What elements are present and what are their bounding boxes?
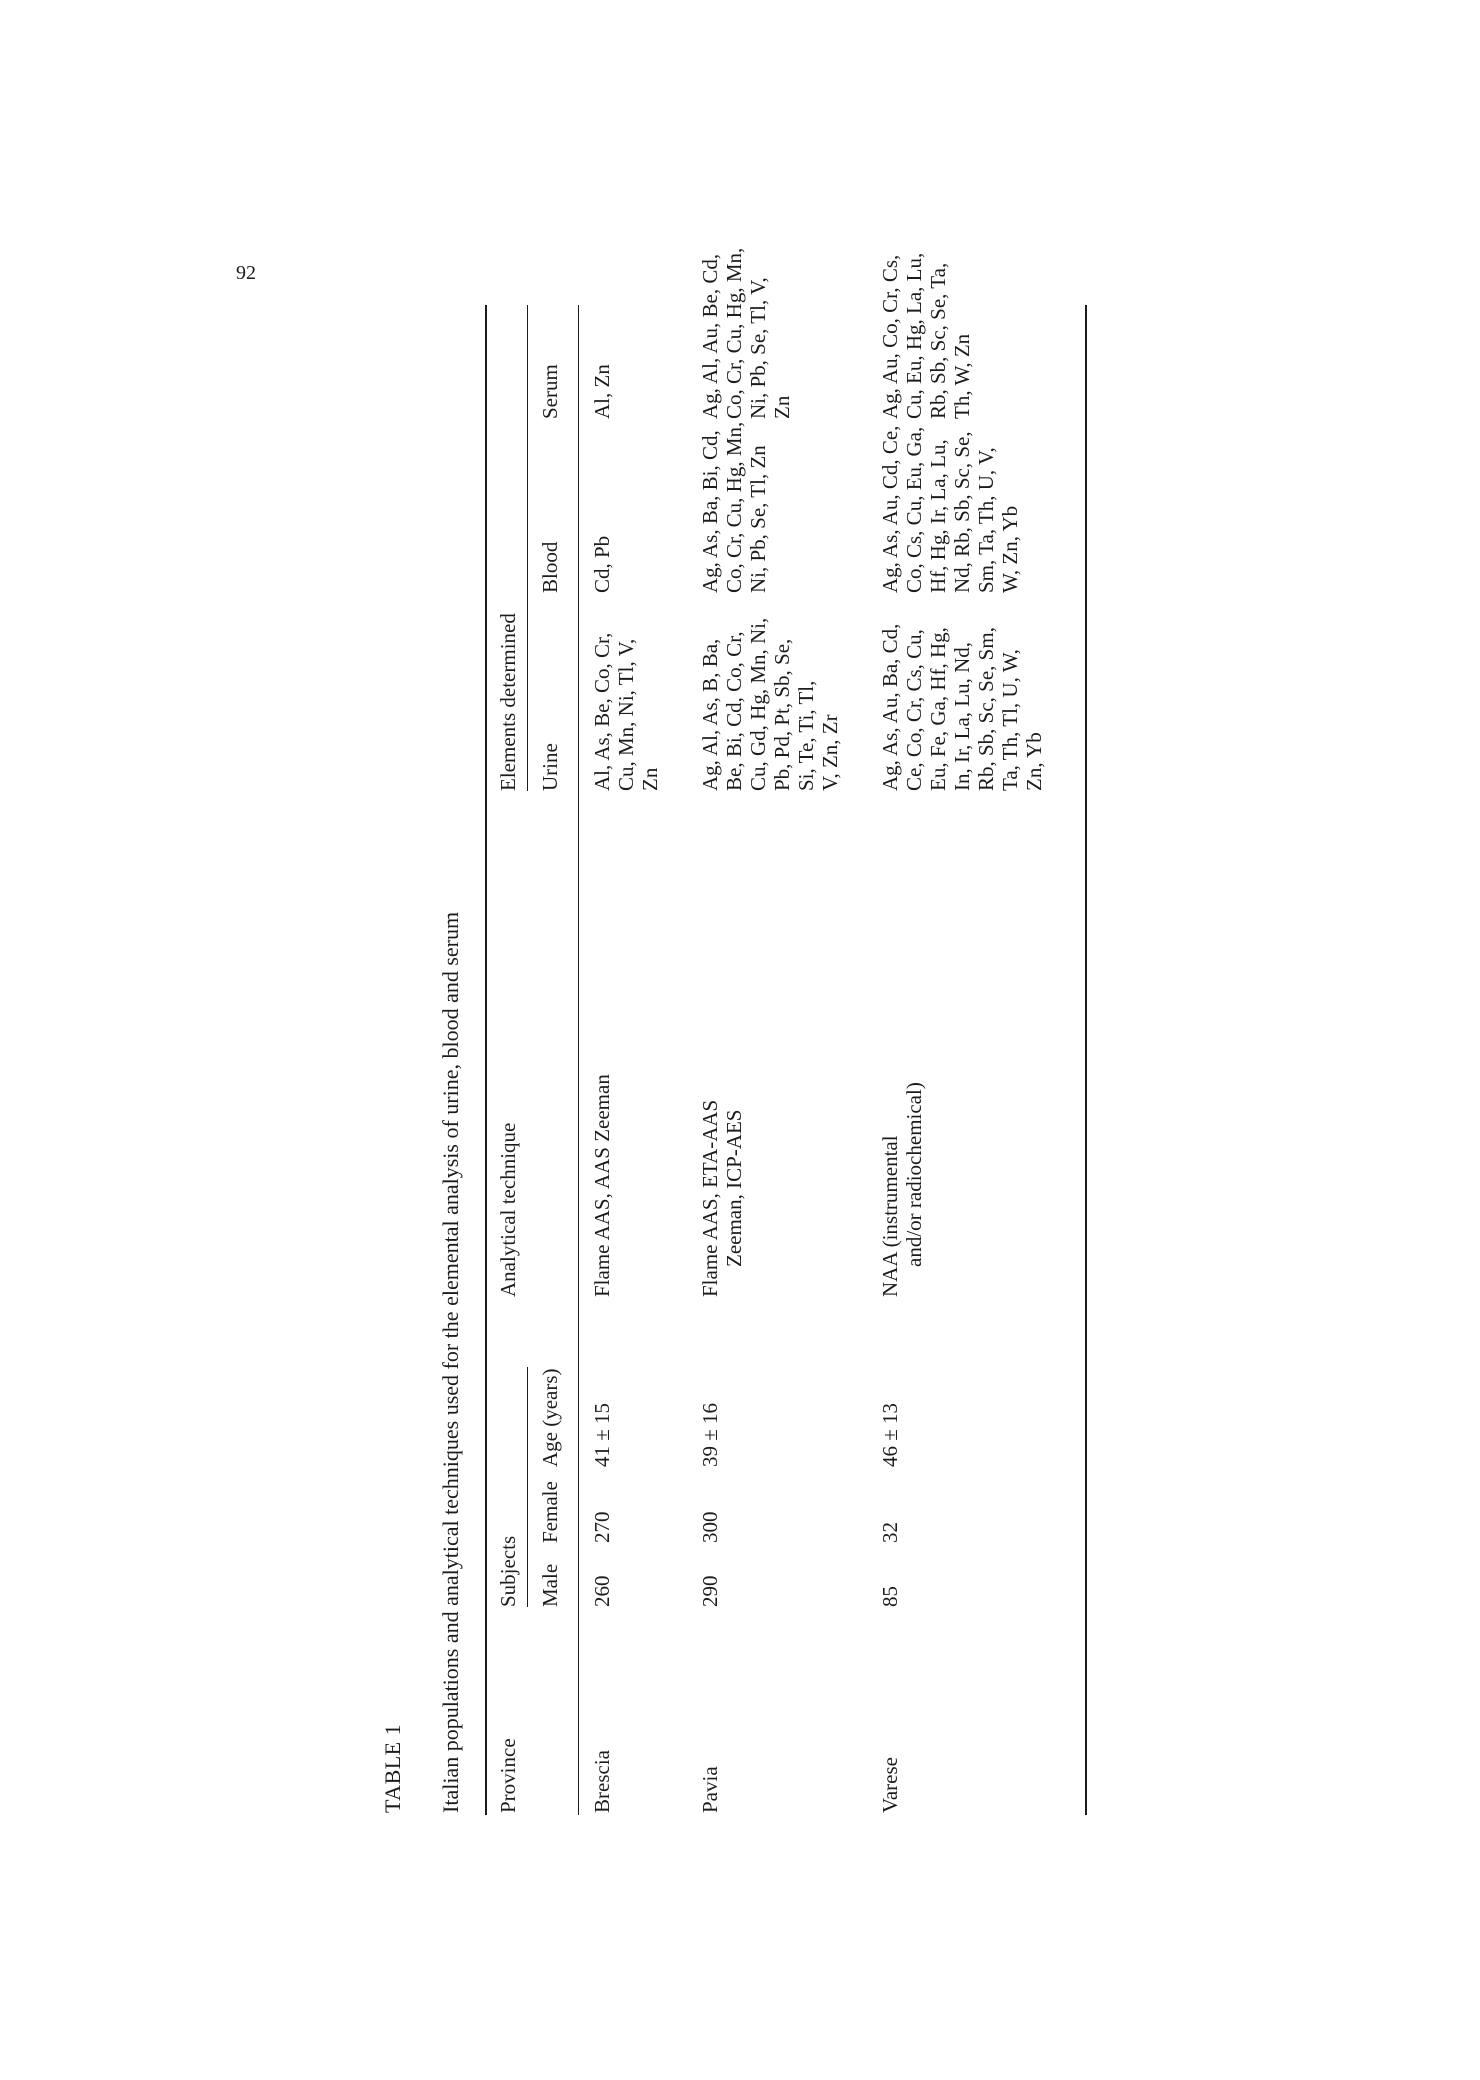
cell-age: 46 ± 13 [878, 1402, 902, 1467]
cell-urine [698, 618, 842, 791]
header-analytical-technique: Analytical technique [496, 1122, 520, 1297]
header-blood: Blood [538, 541, 562, 593]
cell-province: Pavia [698, 1766, 722, 1813]
cell-line: Eu, Fe, Ga, Hf, Hg, [926, 627, 950, 791]
cell-female: 300 [698, 1511, 722, 1543]
cell-line: Ni, Pb, Se, Tl, Zn [746, 445, 770, 593]
table-caption: Italian populations and analytical techniques used for the elemental analysis of urine, blood and serum [438, 911, 463, 1813]
cell-line: Zn [638, 767, 662, 791]
page-number: 92 [236, 262, 256, 284]
cell-line: Si, Te, Ti, Tl, [794, 680, 818, 791]
cell-technique [698, 1100, 746, 1297]
cell-female: 32 [878, 1522, 902, 1543]
table-header-rule [578, 305, 579, 1815]
cell-province: Varese [878, 1757, 902, 1813]
cell-line: Co, Cr, Cu, Hg, Mn, [722, 247, 746, 419]
cell-line: Zeeman, ICP-AES [722, 1109, 746, 1267]
cell-line: Hf, Hg, Ir, La, Lu, [926, 439, 950, 593]
cell-line: In, Ir, La, Lu, Nd, [950, 641, 974, 791]
cell-line: Ag, Al, As, B, Ba, [698, 638, 722, 791]
cell-line: Ta, Th, Tl, U, W, [998, 649, 1022, 791]
cell-line: Ag, As, Au, Ba, Cd, [878, 623, 902, 791]
header-subjects: Subjects [496, 1535, 520, 1607]
cell-line: Ag, Al, Au, Be, Cd, [698, 253, 722, 419]
rotated-table-block [380, 247, 1090, 1815]
cell-line: Rb, Sb, Sc, Se, Sm, [974, 627, 998, 791]
header-province: Province [496, 1738, 520, 1813]
cell-line: Zn, Yb [1022, 732, 1046, 791]
cell-female: 270 [590, 1511, 614, 1543]
cell-serum [698, 248, 794, 419]
cell-line: and/or radiochemical) [902, 1082, 926, 1267]
cell-blood [698, 422, 770, 593]
cell-line: Ce, Co, Cr, Cs, Cu, [902, 629, 926, 791]
cell-male: 260 [590, 1575, 614, 1607]
cell-line: Al, Zn [590, 364, 614, 419]
cell-line: Be, Bi, Cd, Co, Cr, [722, 631, 746, 791]
cell-line: Cu, Mn, Ni, Tl, V, [614, 638, 638, 791]
table-top-rule [485, 305, 487, 1815]
cell-serum [590, 364, 614, 419]
cell-line: Pb, Pd, Pt, Sb, Se, [770, 638, 794, 791]
cell-line: Th, W, Zn [950, 333, 974, 419]
header-urine: Urine [538, 743, 562, 791]
cell-line: Sm, Ta, Th, U, V, [974, 447, 998, 593]
cell-technique [590, 1074, 614, 1297]
cell-technique [878, 1082, 926, 1297]
cell-blood [878, 426, 1022, 593]
cell-line: Ag, Au, Co, Cr, Cs, [878, 254, 902, 419]
cell-line: Co, Cs, Cu, Eu, Ga, [902, 426, 926, 593]
cell-male: 290 [698, 1575, 722, 1607]
header-female: Female [538, 1481, 562, 1543]
cell-age: 39 ± 16 [698, 1402, 722, 1467]
cell-urine [878, 624, 1046, 791]
cell-line: Flame AAS, AAS Zeeman [590, 1074, 614, 1297]
cell-line: Ag, As, Ba, Bi, Cd, [698, 430, 722, 593]
cell-line: Rb, Sb, Sc, Se, Ta, [926, 262, 950, 419]
header-serum: Serum [538, 364, 562, 419]
cell-province: Brescia [590, 1750, 614, 1813]
elements-group-rule [527, 305, 528, 791]
cell-line: Ag, As, Au, Cd, Ce, [878, 425, 902, 593]
subjects-group-rule [527, 1367, 528, 1607]
cell-line: Al, As, Be, Co, Cr, [590, 632, 614, 791]
cell-line: NAA (instrumental [878, 1135, 902, 1297]
cell-line: W, Zn, Yb [998, 505, 1022, 593]
cell-line: Cu, Gd, Hg, Mn, Ni, [746, 617, 770, 791]
cell-serum [878, 253, 974, 419]
header-elements-determined: Elements determined [496, 613, 520, 791]
cell-line: V, Zn, Zr [818, 714, 842, 791]
cell-line: Flame AAS, ETA-AAS [698, 1099, 722, 1297]
cell-line: Ni, Pb, Se, Tl, V, [746, 277, 770, 419]
cell-blood [590, 536, 614, 593]
cell-line: Zn [770, 395, 794, 419]
cell-male: 85 [878, 1586, 902, 1607]
cell-line: Nd, Rb, Sb, Sc, Se, [950, 431, 974, 593]
cell-age: 41 ± 15 [590, 1402, 614, 1467]
header-male: Male [538, 1563, 562, 1607]
header-age: Age (years) [538, 1368, 562, 1467]
cell-line: Co, Cr, Cu, Hg, Mn, [722, 421, 746, 593]
table-label: TABLE 1 [380, 1723, 405, 1813]
table-bottom-rule [1085, 305, 1087, 1815]
cell-urine [590, 633, 662, 791]
cell-line: Cd, Pb [590, 535, 614, 593]
cell-line: Cu, Eu, Hg, La, Lu, [902, 252, 926, 419]
